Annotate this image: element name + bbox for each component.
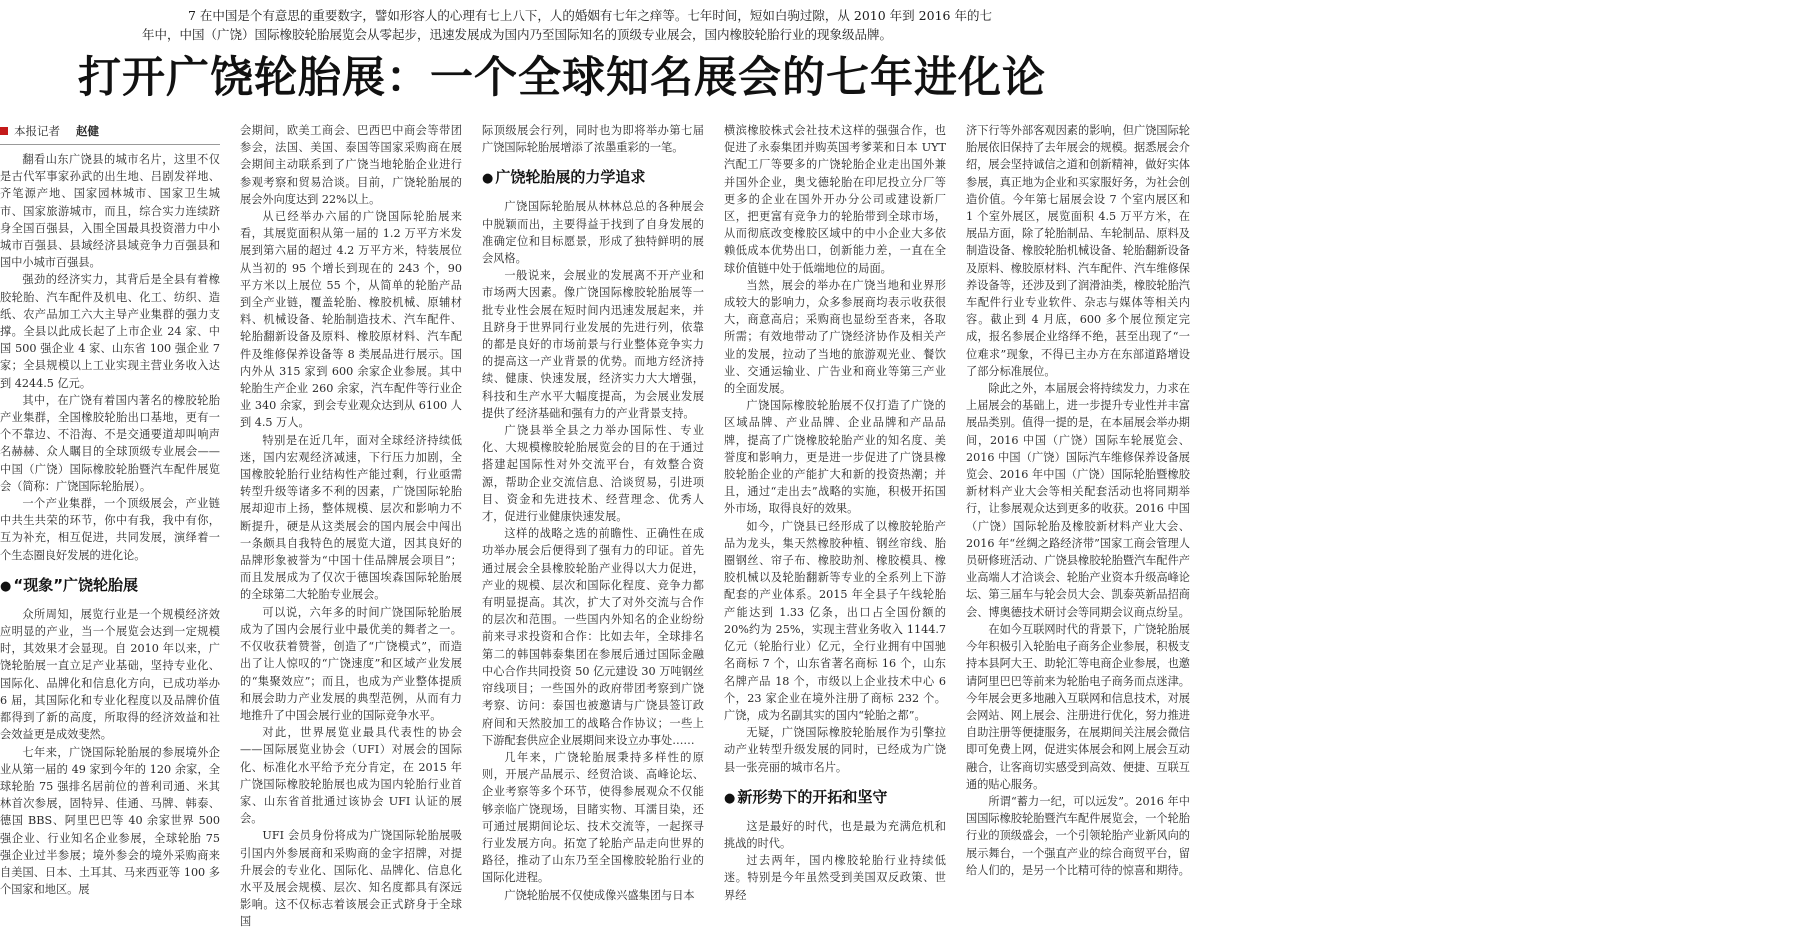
paragraph: 其中，在广饶有着国内著名的橡胶轮胎产业集群，全国橡胶轮胎出口基地，更有一个不靠边、不沿海、不是交通要道却叫响声名赫赫、众人瞩目的全球顶级专业展会——中国（广饶）国际橡胶轮胎暨汽车配件展览会（简称：广饶国际轮胎展）。 (0, 393, 220, 493)
paragraph: 横滨橡胶株式会社技术这样的强强合作，也促进了永泰集团并购英国考爹莱和日本 UYT 汽配工厂等要多的广饶轮胎企业走出国外兼并国外企业，奥戈德轮胎在印尼投立分厂等更多的企业在国外开办分公司或建设新厂区，把更富有竞争力的轮胎带到全球市场，从而彻底改变橡胶区域中的中小企业大多依赖低成本优势出口，创新能力差，一直在全球价值链中处于低端地位的局面。 (724, 124, 946, 275)
byline-author: 赵健 (76, 124, 99, 138)
column-1 (0, 122, 220, 897)
paragraph: 所谓“蓄力一纪，可以远发”。2016 年中国国际橡胶轮胎暨汽车配件展览会，一个轮胎行业的顶级盛会，一个引领轮胎产业新风向的展示舞台，一个强直产业的综合商贸平台，留给人们的，是另一个比精可待的惊喜和期待。 (966, 794, 1190, 877)
paragraph: 对此，世界展览业最具代表性的协会——国际展览业协会（UFI）对展会的国际化、标准化水平给予充分肯定，在 2015 年广饶国际橡胶轮胎展也成为国内轮胎行业首家、山东省首批通过该协会 UFI 认证的展会。 (240, 726, 462, 826)
section-heading-3 (724, 786, 946, 810)
paragraph: 在如今互联网时代的背景下，广饶轮胎展今年积极引入轮胎电子商务企业参展，积极支持本县阿大王、助轮汇等电商企业参展，也邀请阿里巴巴等前来为轮胎电子商务而点迷津。今年展会更多地融入互联网和信息技术，对展会网站、网上展会、注册进行优化，努力推进自助注册等便捷服务，在展期间关注展会微信即可免费上网，促进实体展会和网上展会互动融合，让客商切实感受到高效、便捷、互联互通的贴心服务。 (966, 622, 1190, 791)
paragraph: 从已经举办六届的广饶国际轮胎展来看，其展览面积从第一届的 1.2 万平方米发展到第六届的超过 4.2 万平方米，特装展位从当初的 95 个增长到现在的 243 个，90 平方米以上展位 55 个，从简单的轮胎产品到全产业链，覆盖轮胎、橡胶机械、原辅材料、机械设备、轮胎制造技术、汽车配件、轮胎翻新设备及原料、橡胶原材料、汽车配件及维修保养设备等 8 类展品进行展示。国内外从 315 家到 600 余家企业参展。其中轮胎生产企业 260 余家，汽车配件等行业企业 340 余家，到会专业观众达到从 6100 人到 4.5 万人。 (240, 210, 462, 430)
lead-line-2: 年中，中国（广饶）国际橡胶轮胎展览会从零起步，迅速发展成为国内乃至国际知名的顶级专业展会，国内橡胶轮胎行业的现象级品牌。 (142, 27, 893, 42)
column-5 (966, 122, 1190, 877)
section-heading-2 (482, 166, 704, 190)
section-heading-1 (0, 574, 220, 598)
paragraph: 一般说来，会展业的发展离不开产业和市场两大因素。像广饶国际橡胶轮胎展等一批专业性会展在短时间内迅速发展起来，并且跻身于世界同行业发展的先进行列，依靠的都是良好的市场前景与行业整体竞争实力的提高这一产业背景的优势。而地方经济持续、健康、快速发展，经济实力大大增强，科技和生产水平大幅度提高，为会展业发展提供了经济基础和强有力的产业背景支持。 (482, 269, 704, 420)
paragraph: 可以说，六年多的时间广饶国际轮胎展成为了国内会展行业中最优美的舞者之一。不仅收获着赞誉，创造了“广饶模式”，而造出了让人惊叹的“广饶速度”和区域产业发展的“集聚效应”；而且，也成为产业整体提质和展会助力产业发展的典型范例，从而有力地推升了中国会展行业的国际竞争水平。 (240, 605, 462, 722)
paragraph: 广饶国际橡胶轮胎展不仅打造了广饶的区域品牌、产业品牌、企业品牌和产品品牌，提高了广饶橡胶轮胎产业的知名度、美誉度和影响力，更是进一步促进了广饶县橡胶轮胎企业的产能扩大和新的投资热潮；并且，通过“走出去”战略的实施，积极开拓国外市场，取得良好的效果。 (724, 399, 946, 516)
paragraph: 际顶级展会行列，同时也为即将举办第七届广饶国际轮胎展增添了浓墨重彩的一笔。 (482, 124, 704, 155)
paragraph: 七年来，广饶国际轮胎展的参展境外企业从第一届的 49 家到今年的 120 余家，全球轮胎 75 强排名居前位的普利司通、米其林首次参展，固特异、佳通、马牌、韩泰、德国 BBS、阿里巴巴等 40 余家世界 500 强企业、行业知名企业参展，全球轮胎 75 强企业过半参展；境外参会的境外采购商来自美国、日本、土耳其、马来西亚等 100 多个国家和地区。展 (0, 745, 220, 897)
paragraph: 广饶国际轮胎展从林林总总的各种展会中脱颖而出，主要得益于找到了自身发展的准确定位和目标愿景，形成了独特鲜明的展会风格。 (482, 200, 704, 266)
lead-line-1: 7 在中国是个有意思的重要数字，譬如形容人的心理有七上八下，人的婚姻有七年之痒等。七年时间，短如白驹过隙，从 2010 年到 2016 年的七 (188, 8, 992, 23)
paragraph: 会期间，欧美工商会、巴西巴中商会等带团参会，法国、美国、泰国等国家采购商在展会期间主动联系到了广饶当地轮胎企业进行参观考察和贸易洽谈。目前，广饶轮胎展的展会外向度达到 22%以上。 (240, 124, 462, 206)
paragraph: 除此之外，本届展会将持续发力，力求在上届展会的基础上，进一步提升专业性并丰富展品类别。值得一提的是，在本届展会举办期间，2016 中国（广饶）国际车轮展览会、2016 中国（广饶）国际汽车维修保养设备展览会、2016 年中国（广饶）国际轮胎暨橡胶新材料产业大会等相关配套活动也将同期举行，让参展观众达到更多的收获。2016 中国（广饶）国际轮胎及橡胶新材料产业大会、2016 年“丝绸之路经济带”国家工商会管理人员研修班活动、广饶县橡胶轮胎暨汽车配件产业高端人才洽谈会、轮胎产业资本升级高峰论坛、第三届车与轮会员大会、凯泰英新品招商会、博奥德技术研讨会等同期会议商点纷呈。 (966, 382, 1190, 619)
paragraph: 特别是在近几年，面对全球经济持续低迷，国内宏观经济减速，下行压力加剧，全国橡胶轮胎行业结构性产能过剩，行业亟需转型升级等诸多不利的因素，广饶国际轮胎展却迎市上扬，整体规模、层次和影响力不断提升，硬是从这类展会的国内展会中闯出一条颇具自我特色的展览大道，因其良好的品牌形象被誉为“中国十佳品牌展会项目”；而且发展成为了仅次于德国埃森国际轮胎展的全球第二大轮胎专业展会。 (240, 433, 462, 602)
lead-paragraph (142, 6, 1040, 44)
article-body (0, 122, 1801, 929)
column-2 (240, 122, 462, 929)
bullet-dot-icon: ● (724, 790, 736, 806)
byline-label: 本报记者 (14, 124, 60, 138)
paragraph: 无疑，广饶国际橡胶轮胎展作为引擎拉动产业转型升级发展的同时，已经成为广饶县一张亮丽的城市名片。 (724, 726, 946, 774)
paragraph: 当然，展会的举办在广饶当地和业界形成较大的影响力，众多参展商均表示收获很大，商意高启；采购商也显纷至沓来，各取所需；有效地带动了广饶经济协作及相关产业的发展，拉动了当地的旅游观光业、餐饮业、交通运输业、广告业和商业等第三产业的全面发展。 (724, 278, 946, 396)
column-3 (482, 122, 704, 902)
column-4 (724, 122, 946, 902)
paragraph: 几年来，广饶轮胎展秉持多样性的原则，开展产品展示、经贸洽谈、高峰论坛、企业考察等多个环节，使得参展观众不仅能够亲临广饶现场，目睹实物、耳濡目染，还可通过展期间论坛、技术交流等，一起探寻行业发展方向。拓宽了轮胎产品走向世界的路径，推动了山东乃至全国橡胶轮胎行业的国际化进程。 (482, 750, 704, 885)
paragraph: 这样的战略之选的前瞻性、正确性在成功举办展会后便得到了强有力的印证。首先通过展会全县橡胶轮胎产业得以大力促进，产业的规模、层次和国际化程度、竞争力都有明显提高。其次，扩大了对外交流与合作的层次和范围。一些国内外知名的企业纷纷前来寻求投资和合作：比如去年，全球排名第二的韩国韩泰集团在参展后通过国际金融中心合作共同投资 50 亿元建设 30 万吨钢丝帘线项目；一些国外的政府带团考察到广饶考察、访问：泰国也被邀请与广饶县签订政府间和天然胶加工的战略合作协议；一些上下游配套供应企业展期间来设立办事处…… (482, 527, 704, 747)
section-heading-text: 广饶轮胎展的力学追求 (495, 168, 646, 187)
paragraph: 强劲的经济实力，其背后是全县有着橡胶轮胎、汽车配件及机电、化工、纺织、造纸、农产品加工六大主导产业集群的强力支撑。全县以此成长起了上市企业 24 家、中国 500 强企业 4 家、山东省 100 强企业 7 家；全县规模以上工业实现主营业务收入达到 4244.5 亿元。 (0, 273, 220, 390)
section-heading-text: 新形势下的开拓和坚守 (737, 787, 888, 806)
bullet-dot-icon: ● (0, 578, 12, 594)
red-square-icon (0, 127, 8, 135)
paragraph: 过去两年，国内橡胶轮胎行业持续低迷。特别是今年虽然受到美国双反政策、世界经 (724, 854, 946, 902)
paragraph: UFI 会员身份将成为广饶国际轮胎展吸引国内外参展商和采购商的金字招牌，对提升展会的专业化、国际化、品牌化、信息化水平及展会规模、层次、知名度都具有深远影响。这不仅标志着该展会正式跻身于全球国 (240, 829, 462, 929)
paragraph: 济下行等外部客观因素的影响，但广饶国际轮胎展依旧保持了去年展会的规模。据悉展会介绍，展会坚持诚信之道和创新精神，做好实体参展，真正地为企业和买家服好务，为社会创造价值。今年第七届展会设 7 个室内展区和 1 个室外展区，展览面积 4.5 万平方米，在展品方面，除了轮胎制品、车轮制品、原料及制造设备、橡胶轮胎机械设备、轮胎翻新设备及原料、橡胶原材料、汽车配件、汽车维修保养设备等，还涉及到了润滑油类，橡胶轮胎汽车配件行业专业软件、杂志与媒体等相关内容。截止到 4 月底，600 多个展位预定完成，报名参展企业络绎不绝，甚至出现了“一位难求”现象，不得已主办方在东部道路增设了部分标准展位。 (966, 124, 1190, 378)
paragraph: 如今，广饶县已经形成了以橡胶轮胎产品为龙头，集天然橡胶种植、钢丝帘线、胎圈钢丝、帘子布、橡胶助剂、橡胶模具、橡胶机械以及轮胎翻新等专业的全系列上下游配套的产业体系。2015 年全县子午线轮胎产能达到 1.33 亿条，出口占全国份额的 20%约为 25%，实现主营业务收入 1144.7 亿元（轮胎行业）亿元，全行业拥有中国驰名商标 7 个，山东省著名商标 16 个，山东名牌产品 18 个，市级以上企业技术中心 6 个，23 家企业在境外注册了商标 232 个。广饶，成为名副其实的国内“轮胎之都”。 (724, 519, 946, 722)
paragraph: 一个产业集群，一个顶级展会，产业链中共生共荣的环节，你中有我，我中有你，互为补充，相互促进，共同发展，演绎着一个生态圈良好发展的进化论。 (0, 497, 220, 562)
section-heading-text: “现象”广饶轮胎展 (13, 575, 139, 594)
bullet-dot-icon: ● (482, 171, 494, 187)
paragraph: 广饶县举全县之力举办国际性、专业化、大规模橡胶轮胎展览会的目的在于通过搭建起国际性对外交流平台，有效整合资源，帮助企业交流信息、洽谈贸易，引进项目、资金和先进技术、经营理念、优秀人才，促进行业健康快速发展。 (482, 424, 704, 524)
paragraph: 众所周知，展览行业是一个规模经济效应明显的产业，当一个展览会达到一定规模时，其效果才会显现。自 2010 年以来，广饶轮胎展一直立足产业基础，坚持专业化、国际化、品牌化和信息化方向，已成功举办 6 届，其国际化和专业化程度以及品牌价值都得到了新的高度，所取得的经济效益和社会效益更是成效斐然。 (0, 607, 220, 742)
article-headline: 打开广饶轮胎展：一个全球知名展会的七年进化论 (78, 53, 1046, 103)
paragraph: 这是最好的时代，也是最为充满危机和挑战的时代。 (724, 819, 946, 850)
byline (0, 122, 220, 145)
paragraph: 翻看山东广饶县的城市名片，这里不仅是古代军事家孙武的出生地、吕剧发祥地、齐笔源产地、国家园林城市、国家卫生城市、国家旅游城市，而且，综合实力连续跻身全国百强县，入围全国最具投资潜力中小城市百强县、县域经济县域竞争力百强县和国中小城市百强县。 (0, 153, 220, 270)
paragraph: 广饶轮胎展不仅使成像兴盛集团与日本 (504, 888, 695, 902)
